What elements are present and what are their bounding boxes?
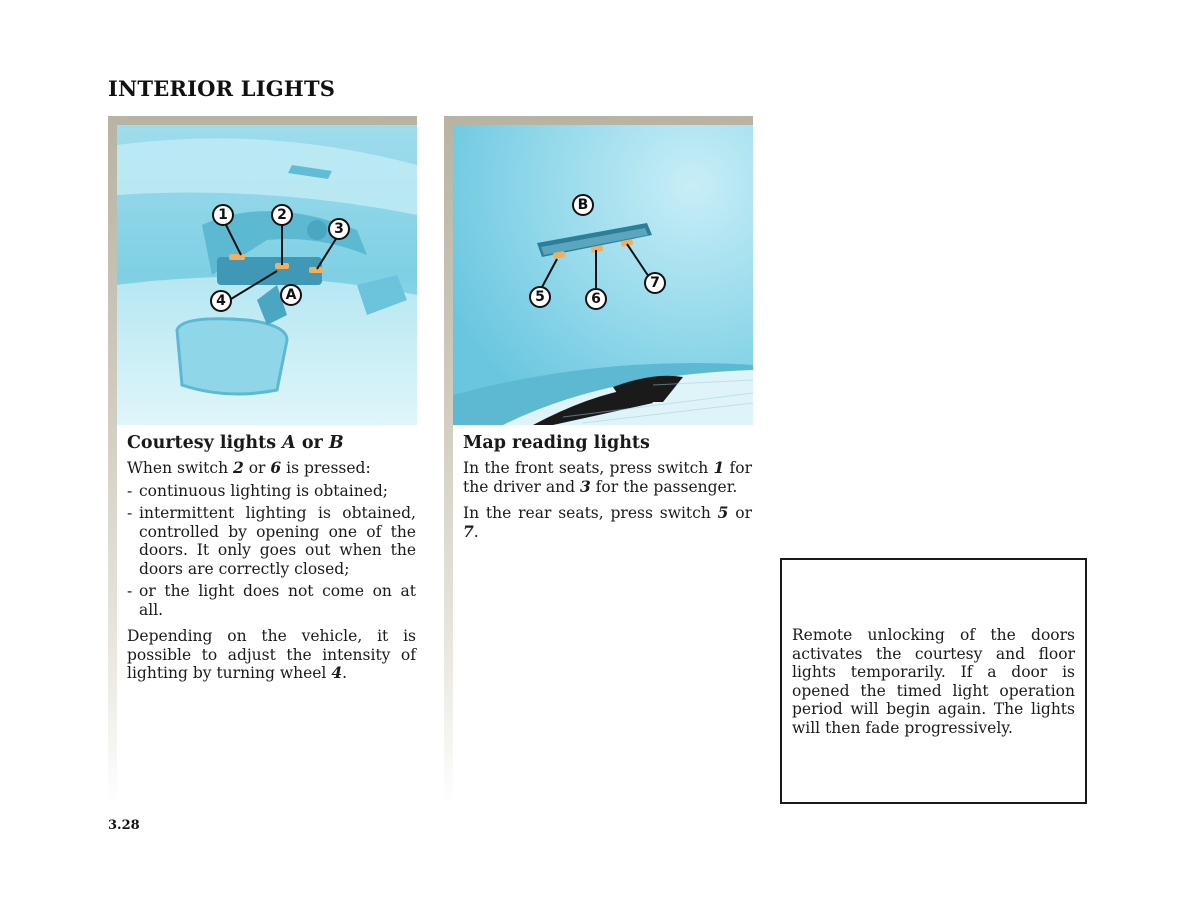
courtesy-lights-heading: Courtesy lights A or B (127, 433, 344, 453)
courtesy-lights-panel (117, 125, 417, 806)
rear-ceiling-illustration (453, 125, 753, 425)
map-reading-column (444, 116, 753, 806)
callout-1 (213, 205, 233, 225)
callout-b (573, 195, 593, 215)
svg-text:A: A (285, 287, 297, 303)
lamp-3 (309, 267, 323, 273)
rear-ceiling-photo (453, 125, 753, 425)
map-reading-heading: Map reading lights (463, 433, 650, 453)
svg-text:3: 3 (334, 221, 344, 237)
callout-2 (272, 205, 292, 225)
note-text: Remote unlocking of the doors activates the courtesy and floor lights temporarily. If a door is opened the timed light operation period will begin again. The lights will then fade progressively. (792, 626, 1075, 737)
svg-text:6: 6 (591, 291, 601, 307)
callout-3 (329, 219, 349, 239)
callout-a (281, 285, 301, 305)
map-reading-text (463, 433, 752, 549)
front-ceiling-photo (117, 125, 417, 425)
courtesy-lights-text (127, 433, 416, 691)
map-reading-panel (453, 125, 753, 806)
callout-7 (645, 273, 665, 293)
note-box (780, 558, 1087, 804)
courtesy-intro: When switch 2 or 6 is pressed: (127, 458, 371, 477)
map-reading-rear: In the rear seats, press switch 5 or 7. (463, 503, 753, 541)
list-item: - continuous lighting is obtained; (127, 482, 416, 501)
list-item: - or the light does not come on at all. (127, 582, 416, 619)
courtesy-intensity-note: Depending on the vehicle, it is possible to adjust the intensity of lighting by turning wheel 4. (127, 627, 416, 682)
svg-text:4: 4 (216, 293, 226, 309)
map-reading-front: In the front seats, press switch 1 for the driver and 3 for the passenger. (463, 458, 752, 496)
svg-text:2: 2 (277, 207, 287, 223)
svg-text:7: 7 (650, 275, 660, 291)
callout-4 (211, 291, 231, 311)
svg-text:1: 1 (218, 207, 228, 223)
page-title: INTERIOR LIGHTS (108, 76, 336, 101)
svg-text:B: B (577, 197, 589, 213)
courtesy-options-list (127, 482, 416, 620)
callout-6 (586, 289, 606, 309)
front-ceiling-illustration (117, 125, 417, 425)
list-item: - intermittent lighting is obtained, controlled by opening one of the doors. It only goes out when the doors are correctly closed; (127, 504, 416, 578)
svg-text:5: 5 (535, 289, 545, 305)
callout-5 (530, 287, 550, 307)
page-number: 3.28 (108, 818, 140, 833)
courtesy-lights-column (108, 116, 417, 806)
lamp-1 (229, 254, 245, 260)
